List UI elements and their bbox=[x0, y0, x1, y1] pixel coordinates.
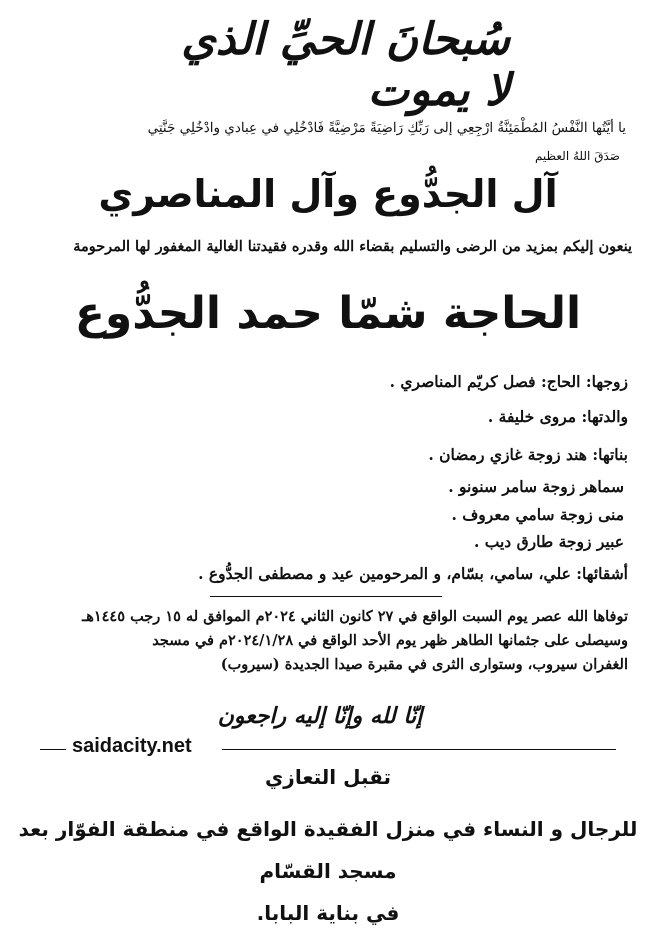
death-line: الغفران سيروب، وستوارى الثرى في مقبرة صيدا الجديدة (سيروب) bbox=[220, 656, 628, 673]
calligraphy-header: سُبحانَ الحيِّ الذي لا يموت bbox=[181, 14, 510, 116]
verse-signature: صَدَقَ اللهُ العظيم bbox=[534, 149, 620, 163]
divider bbox=[40, 749, 66, 750]
deceased-name: الحاجة شمّا حمد الجدُّوع bbox=[74, 288, 582, 339]
closing-calligraphy: إنّا لله وإنّا إليه راجعون bbox=[217, 703, 423, 729]
condolences-line: في بناية البابا. bbox=[256, 901, 400, 925]
daughter-line: عبير زوجة طارق ديب . bbox=[473, 532, 624, 551]
watermark-text: saidacity.net bbox=[72, 735, 192, 757]
mother-line: والدتها: مروى خليفة . bbox=[487, 407, 628, 426]
divider bbox=[210, 596, 442, 597]
daughter-line: سماهر زوجة سامر سنونو . bbox=[448, 477, 624, 496]
siblings-line: أشقائها: علي، سامي، بسّام، و المرحومين عيد و مصطفى الجدُّوع . bbox=[198, 564, 628, 583]
daughter-line: منى زوجة سامي معروف . bbox=[451, 505, 624, 524]
condolences-body bbox=[14, 808, 642, 934]
death-notice bbox=[28, 605, 628, 677]
death-line: توفاها الله عصر يوم السبت الواقع في ٢٧ كانون الثاني ٢٠٢٤م الموافق له ١٥ رجب ١٤٤٥هـ bbox=[81, 608, 628, 625]
intro-text: ينعون إليكم بمزيد من الرضى والتسليم بقضاء الله وقدره فقيدتنا الغالية المغفور لها المرحومة bbox=[73, 238, 632, 255]
daughter-line: بناتها: هند زوجة غازي رمضان . bbox=[428, 445, 628, 464]
husband-line: زوجها: الحاج: فصل كريّم المناصري . bbox=[389, 372, 628, 391]
condolences-title: تقبل التعازي bbox=[264, 765, 392, 789]
condolences-line: للرجال و النساء في منزل الفقيدة الواقع في منطقة الفوّار بعد مسجد القسّام bbox=[18, 817, 638, 883]
death-line: وسيصلى على جثمانها الطاهر ظهر يوم الأحد الواقع في ٢٠٢٤/١/٢٨م في مسجد bbox=[152, 632, 628, 649]
divider bbox=[222, 749, 616, 750]
families-heading: آل الجدُّوع وآل المناصري bbox=[98, 172, 558, 216]
quran-verse: يا أيَّتُها النَّفْسُ المُطْمَئِنَّةُ ارْجِعِي إلى رَبِّكِ رَاضِيَةً مَرْضِيَّةً فَادْخُلِي في عِبادي وادْخُلِي جَنَّتِي bbox=[147, 120, 626, 136]
